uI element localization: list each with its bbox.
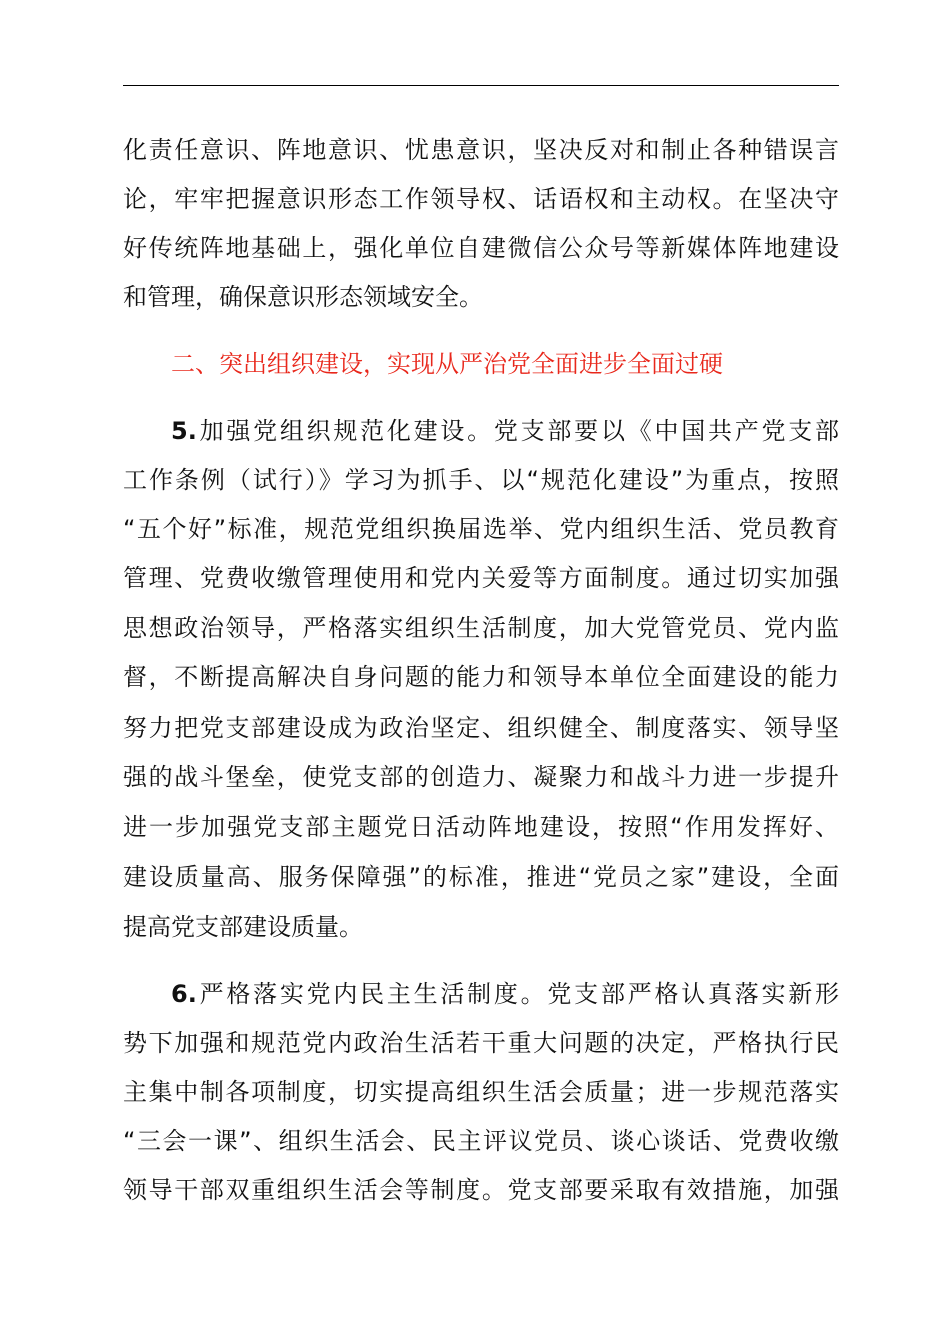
item-5-line-8: 强的战斗堡垒，使党支部的创造力、凝聚力和战斗力进一步提升	[123, 763, 839, 791]
item-5-number: 5.	[171, 417, 197, 445]
item-6-title-text: 严格落实党内民主生活制度。党支部严格认真落实新形	[196, 980, 839, 1008]
paragraph-1-line-2: 论，牢牢把握意识形态工作领导权、话语权和主动权。在坚决守	[123, 185, 839, 213]
paragraph-1-line-3: 好传统阵地基础上，强化单位自建微信公众号等新媒体阵地建设	[123, 234, 839, 262]
item-5-line-11: 提高党支部建设质量。	[123, 913, 363, 941]
paragraph-1-line-4: 和管理，确保意识形态领域安全。	[123, 283, 483, 311]
item-6-line-4: “三会一课”、组织生活会、民主评议党员、谈心谈话、党费收缴	[123, 1127, 839, 1155]
item-5-line-6: 督，不断提高解决自身问题的能力和领导本单位全面建设的能力	[123, 663, 839, 691]
item-5-line-2: 工作条例（试行）》学习为抓手、以“规范化建设”为重点，按照	[123, 466, 839, 494]
item-5-line-1	[171, 411, 839, 451]
paragraph-1-line-1: 化责任意识、阵地意识、忧患意识，坚决反对和制止各种错误言	[123, 136, 839, 164]
header-rule	[123, 85, 839, 86]
item-6-line-3: 主集中制各项制度，切实提高组织生活会质量；进一步规范落实	[123, 1078, 839, 1106]
item-5-line-5: 思想政治领导，严格落实组织生活制度，加大党管党员、党内监	[123, 614, 839, 642]
item-5-title-text: 加强党组织规范化建设。党支部要以《中国共产党支部	[196, 417, 839, 445]
item-6-line-1	[171, 974, 839, 1014]
item-5-line-4: 管理、党费收缴管理使用和党内关爱等方面制度。通过切实加强	[123, 564, 839, 592]
item-5-line-10: 建设质量高、服务保障强”的标准，推进“党员之家”建设，全面	[123, 863, 839, 891]
item-5-line-7: 努力把党支部建设成为政治坚定、组织健全、制度落实、领导坚	[123, 714, 839, 742]
item-5-line-3: “五个好”标准，规范党组织换届选举、党内组织生活、党员教育	[123, 515, 839, 543]
item-6-line-5: 领导干部双重组织生活会等制度。党支部要采取有效措施，加强	[123, 1176, 839, 1204]
section-heading: 二、突出组织建设，实现从严治党全面进步全面过硬	[171, 350, 723, 378]
item-6-line-2: 势下加强和规范党内政治生活若干重大问题的决定，严格执行民	[123, 1029, 839, 1057]
item-5-line-9: 进一步加强党支部主题党日活动阵地建设，按照“作用发挥好、	[123, 813, 839, 841]
item-6-number: 6.	[171, 980, 197, 1008]
